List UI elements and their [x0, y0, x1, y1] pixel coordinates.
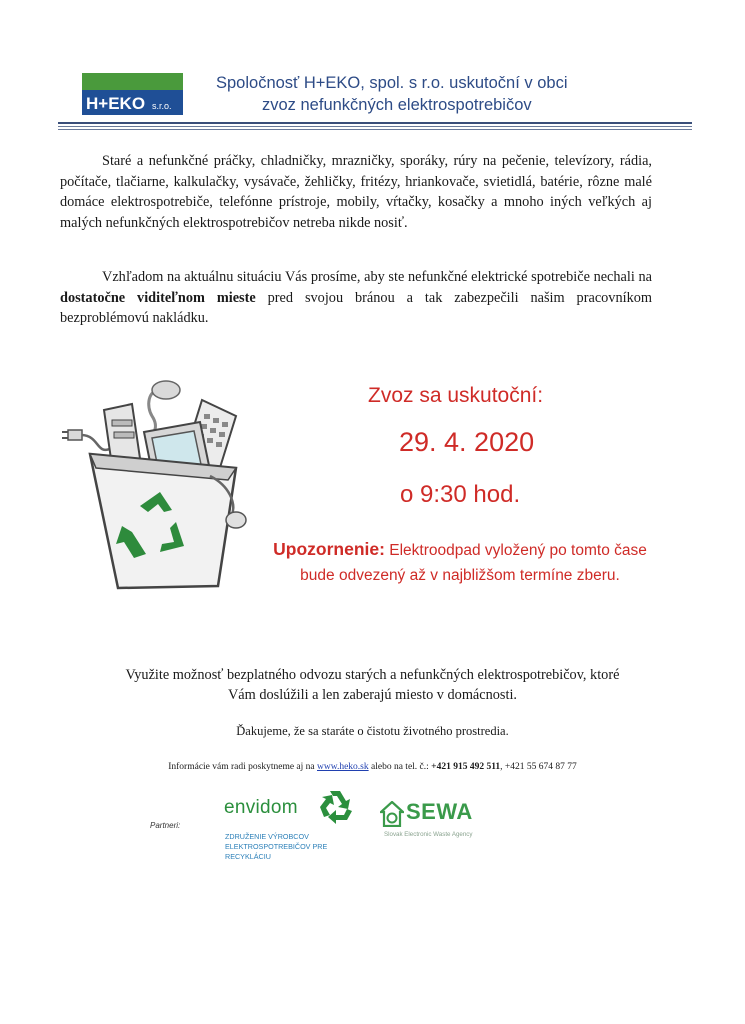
- paragraph-appliances: [60, 151, 652, 233]
- offer-line2: Vám doslúžili a len zaberajú miesto v domácnosti.: [227, 687, 518, 703]
- paragraph-request-text-b: pred svojou bránou a tak zabezpečili našim pracovníkom bezproblémovú nakládku.: [60, 289, 652, 326]
- warning-colon: :: [379, 539, 385, 559]
- logo-suffix: s.r.o.: [152, 101, 172, 111]
- recycling-bin-with-electronics-icon: [60, 376, 256, 600]
- envidom-subtitle: [225, 832, 375, 862]
- event-time: o 9:30 hod.: [400, 481, 521, 508]
- phone-primary: +421 915 492 511: [431, 762, 501, 772]
- thanks-text: Ďakujeme, že sa staráte o čistotu životného prostredia.: [236, 724, 509, 738]
- warning-text: Elektroodpad vyložený po tomto čase bude odvezený až v najbližšom termíne zberu.: [300, 542, 647, 584]
- envidom-subtitle-line2: ELEKTROSPOTREBIČOV PRE RECYKLÁCIU: [225, 842, 328, 861]
- header-title-line2: zvoz nefunkčných elektrospotrebičov: [262, 96, 532, 114]
- contact-line: [40, 762, 705, 772]
- recycle-arrows-icon: [318, 787, 358, 827]
- partners-label: Partneri:: [150, 821, 181, 830]
- website-link[interactable]: www.heko.sk: [317, 762, 369, 772]
- warning-notice: [262, 537, 658, 588]
- warning-label: Upozornenie: [273, 539, 380, 559]
- header-rule-bottom: [58, 129, 692, 130]
- house-recycle-icon: [380, 801, 404, 827]
- paragraph-appliances-text: Staré a nefunkčné práčky, chladničky, mrazničky, sporáky, rúry na pečenie, televízory, rádia, počítače, tlačiarne, kalkulačky, vysávače, žehličky, fritézy, hriankovače, svietidlá, batérie, rôzne malé domáce elektrospotrebiče, telefónne prístroje, mobily, vŕtačky, kosačky a mnoho iných veľkých aj malých nefunkčných elektrospotrebičov netreba nikde nosiť.: [60, 153, 652, 231]
- envidom-name: envidom: [224, 797, 298, 818]
- paragraph-request: [60, 267, 652, 329]
- heko-logo: [82, 73, 183, 115]
- sewa-name: SEWA: [406, 799, 473, 824]
- phone-separator: ,: [500, 762, 505, 772]
- phone-secondary: +421 55 674 87 77: [504, 762, 577, 772]
- contact-mid: alebo na tel. č.:: [368, 762, 432, 772]
- header-rule-top: [58, 122, 692, 124]
- contact-prefix: Informácie vám radi poskytneme aj na: [168, 762, 317, 772]
- header-title-line1: Spoločnosť H+EKO, spol. s r.o. uskutoční v obci: [216, 74, 568, 92]
- paragraph-request-text-a: Vzhľadom na aktuálnu situáciu Vás prosíme, aby ste nefunkčné elektrické spotrebiče nechali na: [102, 269, 652, 285]
- envidom-subtitle-line1: ZDRUŽENIE VÝROBCOV: [225, 832, 309, 841]
- event-date: 29. 4. 2020: [399, 427, 535, 457]
- sewa-subtitle: Slovak Electronic Waste Agency: [384, 831, 473, 838]
- logo-text: H+EKO: [86, 94, 146, 113]
- header-rule-mid: [58, 126, 692, 127]
- paragraph-request-bold: dostatočne viditeľnom mieste: [60, 289, 256, 306]
- event-heading: Zvoz sa uskutoční:: [368, 384, 544, 407]
- offer-line1: Využite možnosť bezplatného odvozu starých a nefunkčných elektrospotrebičov, ktoré: [125, 667, 620, 683]
